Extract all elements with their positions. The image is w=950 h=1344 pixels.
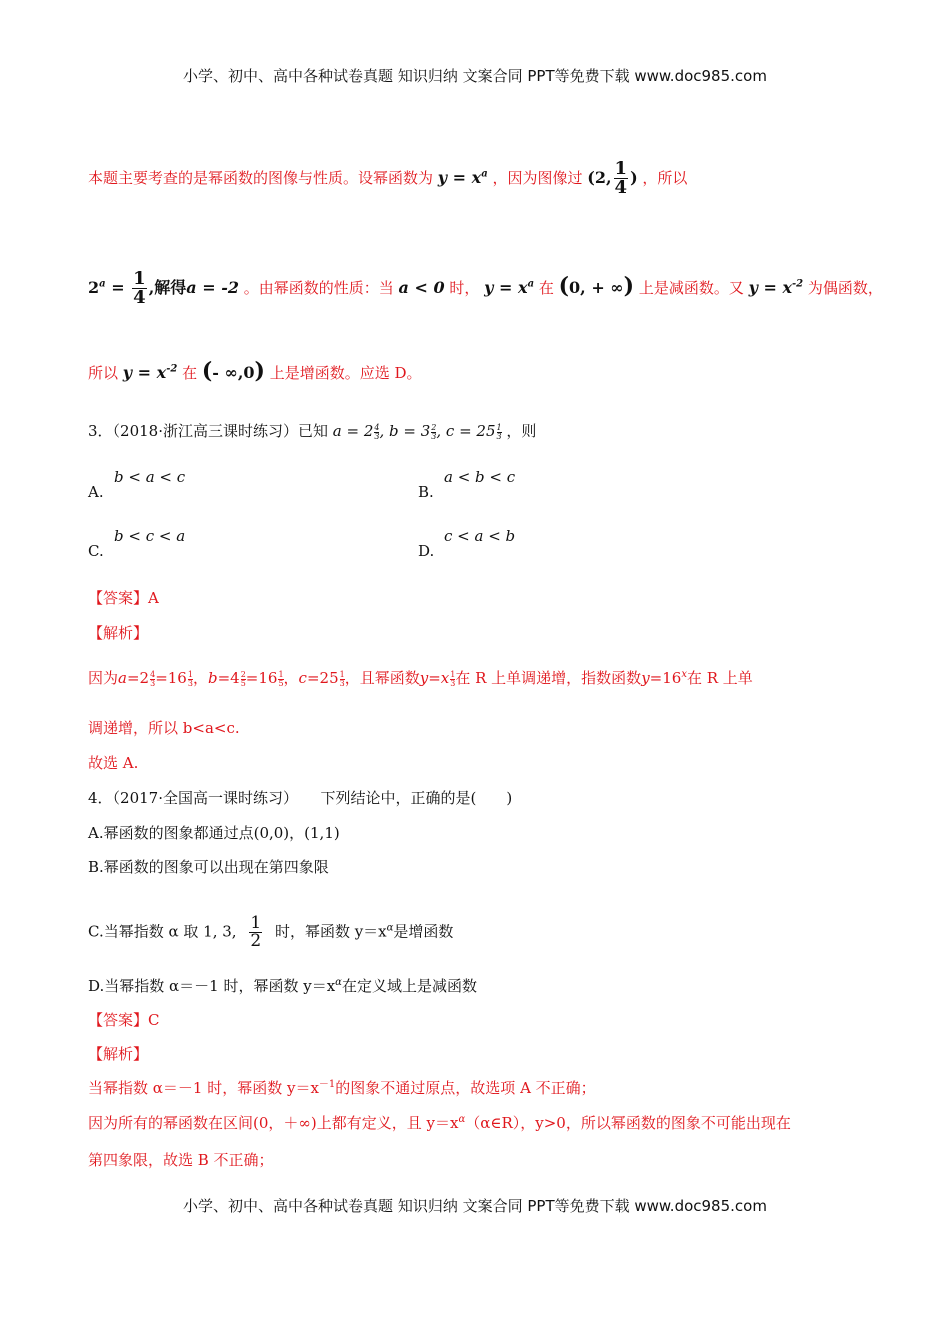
text: 所以 — [88, 364, 119, 382]
text: 上是减函数。又 — [638, 279, 744, 297]
text: ，且幂函数 — [344, 669, 420, 687]
text: 时， — [449, 279, 480, 297]
text: 为偶函数， — [807, 279, 883, 297]
question-4-option-d: D.当幂指数 α＝－1 时，幂函数 $y=x^\alpha$在定义域上是减函数 — [88, 977, 477, 995]
answer-4: 【答案】C — [88, 1011, 160, 1029]
page-footer: 小学、初中、高中各种试卷真题 知识归纳 文案合同 PPT等免费下载 www.doc985.com — [183, 1197, 767, 1215]
text: ，所以 — [642, 169, 688, 187]
solution-line-3 — [88, 360, 422, 384]
solution-line-1 — [88, 160, 687, 197]
text: 。由幂函数的性质：当 — [243, 279, 394, 297]
fraction: $\frac{1}{4}$ — [614, 158, 628, 198]
formula: $y = x^{-2}$ — [748, 278, 804, 297]
formula: y — [419, 669, 429, 687]
option-b-label: B. — [418, 483, 434, 501]
formula: a — [118, 669, 127, 687]
text: ,解得 — [148, 278, 187, 297]
question-4-option-c: C.当幂指数 α 取 1, 3, $\frac{1}{2}$ 时，幂函数 $y=x^\alpha$是增函数 — [88, 913, 454, 951]
text: 因为所有的幂函数在区间(0，＋∞)上都有定义，且 y＝x — [88, 1114, 459, 1132]
text: （α∈R），y>0，所以幂函数的图象不可能出现在 — [465, 1114, 791, 1132]
option-c: b < c < a — [114, 527, 186, 545]
text: 上是增函数。应选 D。 — [269, 364, 422, 382]
text: 当幂指数 α＝－1 时，幂函数 y＝x — [88, 1079, 319, 1097]
formula: a = 2 $\frac{4}{3}$ , b = 3 $\frac{2}{3}$ , c = 25 $\frac{1}{3}$ — [332, 422, 502, 441]
text: 的图象不通过原点，故选项 A 不正确； — [335, 1079, 596, 1097]
text: 在 — [182, 364, 198, 382]
analysis-4-line-1: 当幂指数 α＝－1 时，幂函数 $y=x^{-1}$的图象不通过原点，故选项 A 不正确； — [88, 1079, 596, 1097]
analysis-4-label: 【解析】 — [88, 1045, 149, 1063]
formula: $y = x^a$ — [437, 168, 488, 187]
question-3-stem — [88, 420, 536, 442]
text: C.当幂指数 α 取 1, 3, — [88, 922, 237, 941]
option-d-label: D. — [418, 542, 435, 560]
text: 3．（2018·浙江高三课时练习）已知 — [88, 422, 328, 440]
text: 是增函数 — [393, 922, 454, 941]
question-4-option-a: A.幂函数的图象都通过点(0,0)，(1,1) — [88, 824, 340, 842]
analysis-3-label: 【解析】 — [88, 624, 149, 642]
option-a: b < a < c — [114, 468, 186, 486]
analysis-3-line-2: 调递增，所以 b<a<c. — [88, 719, 240, 737]
option-b: a < b < c — [444, 468, 516, 486]
formula: $y = x^{-2}$ — [122, 363, 178, 382]
formula: a < 0 — [398, 278, 445, 297]
fraction: $\frac{1}{4}$ — [133, 268, 146, 308]
answer-3: 【答案】A — [88, 589, 159, 607]
text: D.当幂指数 α＝－1 时，幂函数 y＝x — [88, 977, 336, 995]
text: 时，幂函数 y＝x — [274, 922, 387, 941]
text: 在定义域上是减函数 — [341, 977, 477, 995]
fraction-one-half: $\frac{1}{2}$ — [250, 913, 262, 951]
text: ，则 — [506, 422, 537, 440]
page-header: 小学、初中、高中各种试卷真题 知识归纳 文案合同 PPT等免费下载 www.doc985.com — [183, 67, 767, 85]
formula: a = -2 — [186, 278, 239, 297]
option-c-label: C. — [88, 542, 104, 560]
question-4-option-b: B.幂函数的图象可以出现在第四象限 — [88, 858, 329, 876]
text: 在 — [538, 279, 554, 297]
equation: $2^a$ = $\frac{1}{4}$ — [88, 268, 146, 308]
option-d: c < a < b — [444, 527, 516, 545]
interval: (- ∞,0) — [201, 358, 265, 384]
analysis-3-line-1: 因为a=2 $\frac{4}{3}$ =16 $\frac{1}{3}$ ，b=4 $\frac{2}{5}$ =16 $\frac{1}{5}$ ，c=25 $\frac{1}{3}$ ，且幂函数y=x $\frac{1}{3}$ 在 R 上单调递增，指数函数$y=16^x$在 R 上单 — [88, 669, 753, 688]
point-formula: (2, $\frac{1}{4}$ ) — [587, 158, 638, 198]
formula: $y = x^a$ — [484, 278, 535, 297]
interval: (0, + ∞) — [558, 273, 635, 299]
text: 在 R 上单 — [686, 669, 753, 687]
text: 因为 — [88, 669, 119, 687]
text: 在 R 上单调递增，指数函数 — [455, 669, 642, 687]
text: 本题主要考查的是幂函数的图像与性质。设幂函数为 — [88, 169, 434, 187]
formula: y — [641, 669, 650, 687]
option-a-label: A. — [88, 483, 104, 501]
analysis-3-line-3: 故选 A. — [88, 754, 139, 772]
analysis-4-line-2: 因为所有的幂函数在区间(0，＋∞)上都有定义，且 $y=x^\alpha(\alpha\in R)$，y>0，所以幂函数的图象不可能出现在 — [88, 1114, 791, 1132]
solution-line-2 — [88, 270, 883, 307]
analysis-4-line-3: 第四象限，故选 B 不正确； — [88, 1151, 274, 1169]
question-4-stem: 4．（2017·全国高一课时练习） 下列结论中，正确的是( ) — [88, 789, 513, 807]
text: ，因为图像过 — [492, 169, 583, 187]
